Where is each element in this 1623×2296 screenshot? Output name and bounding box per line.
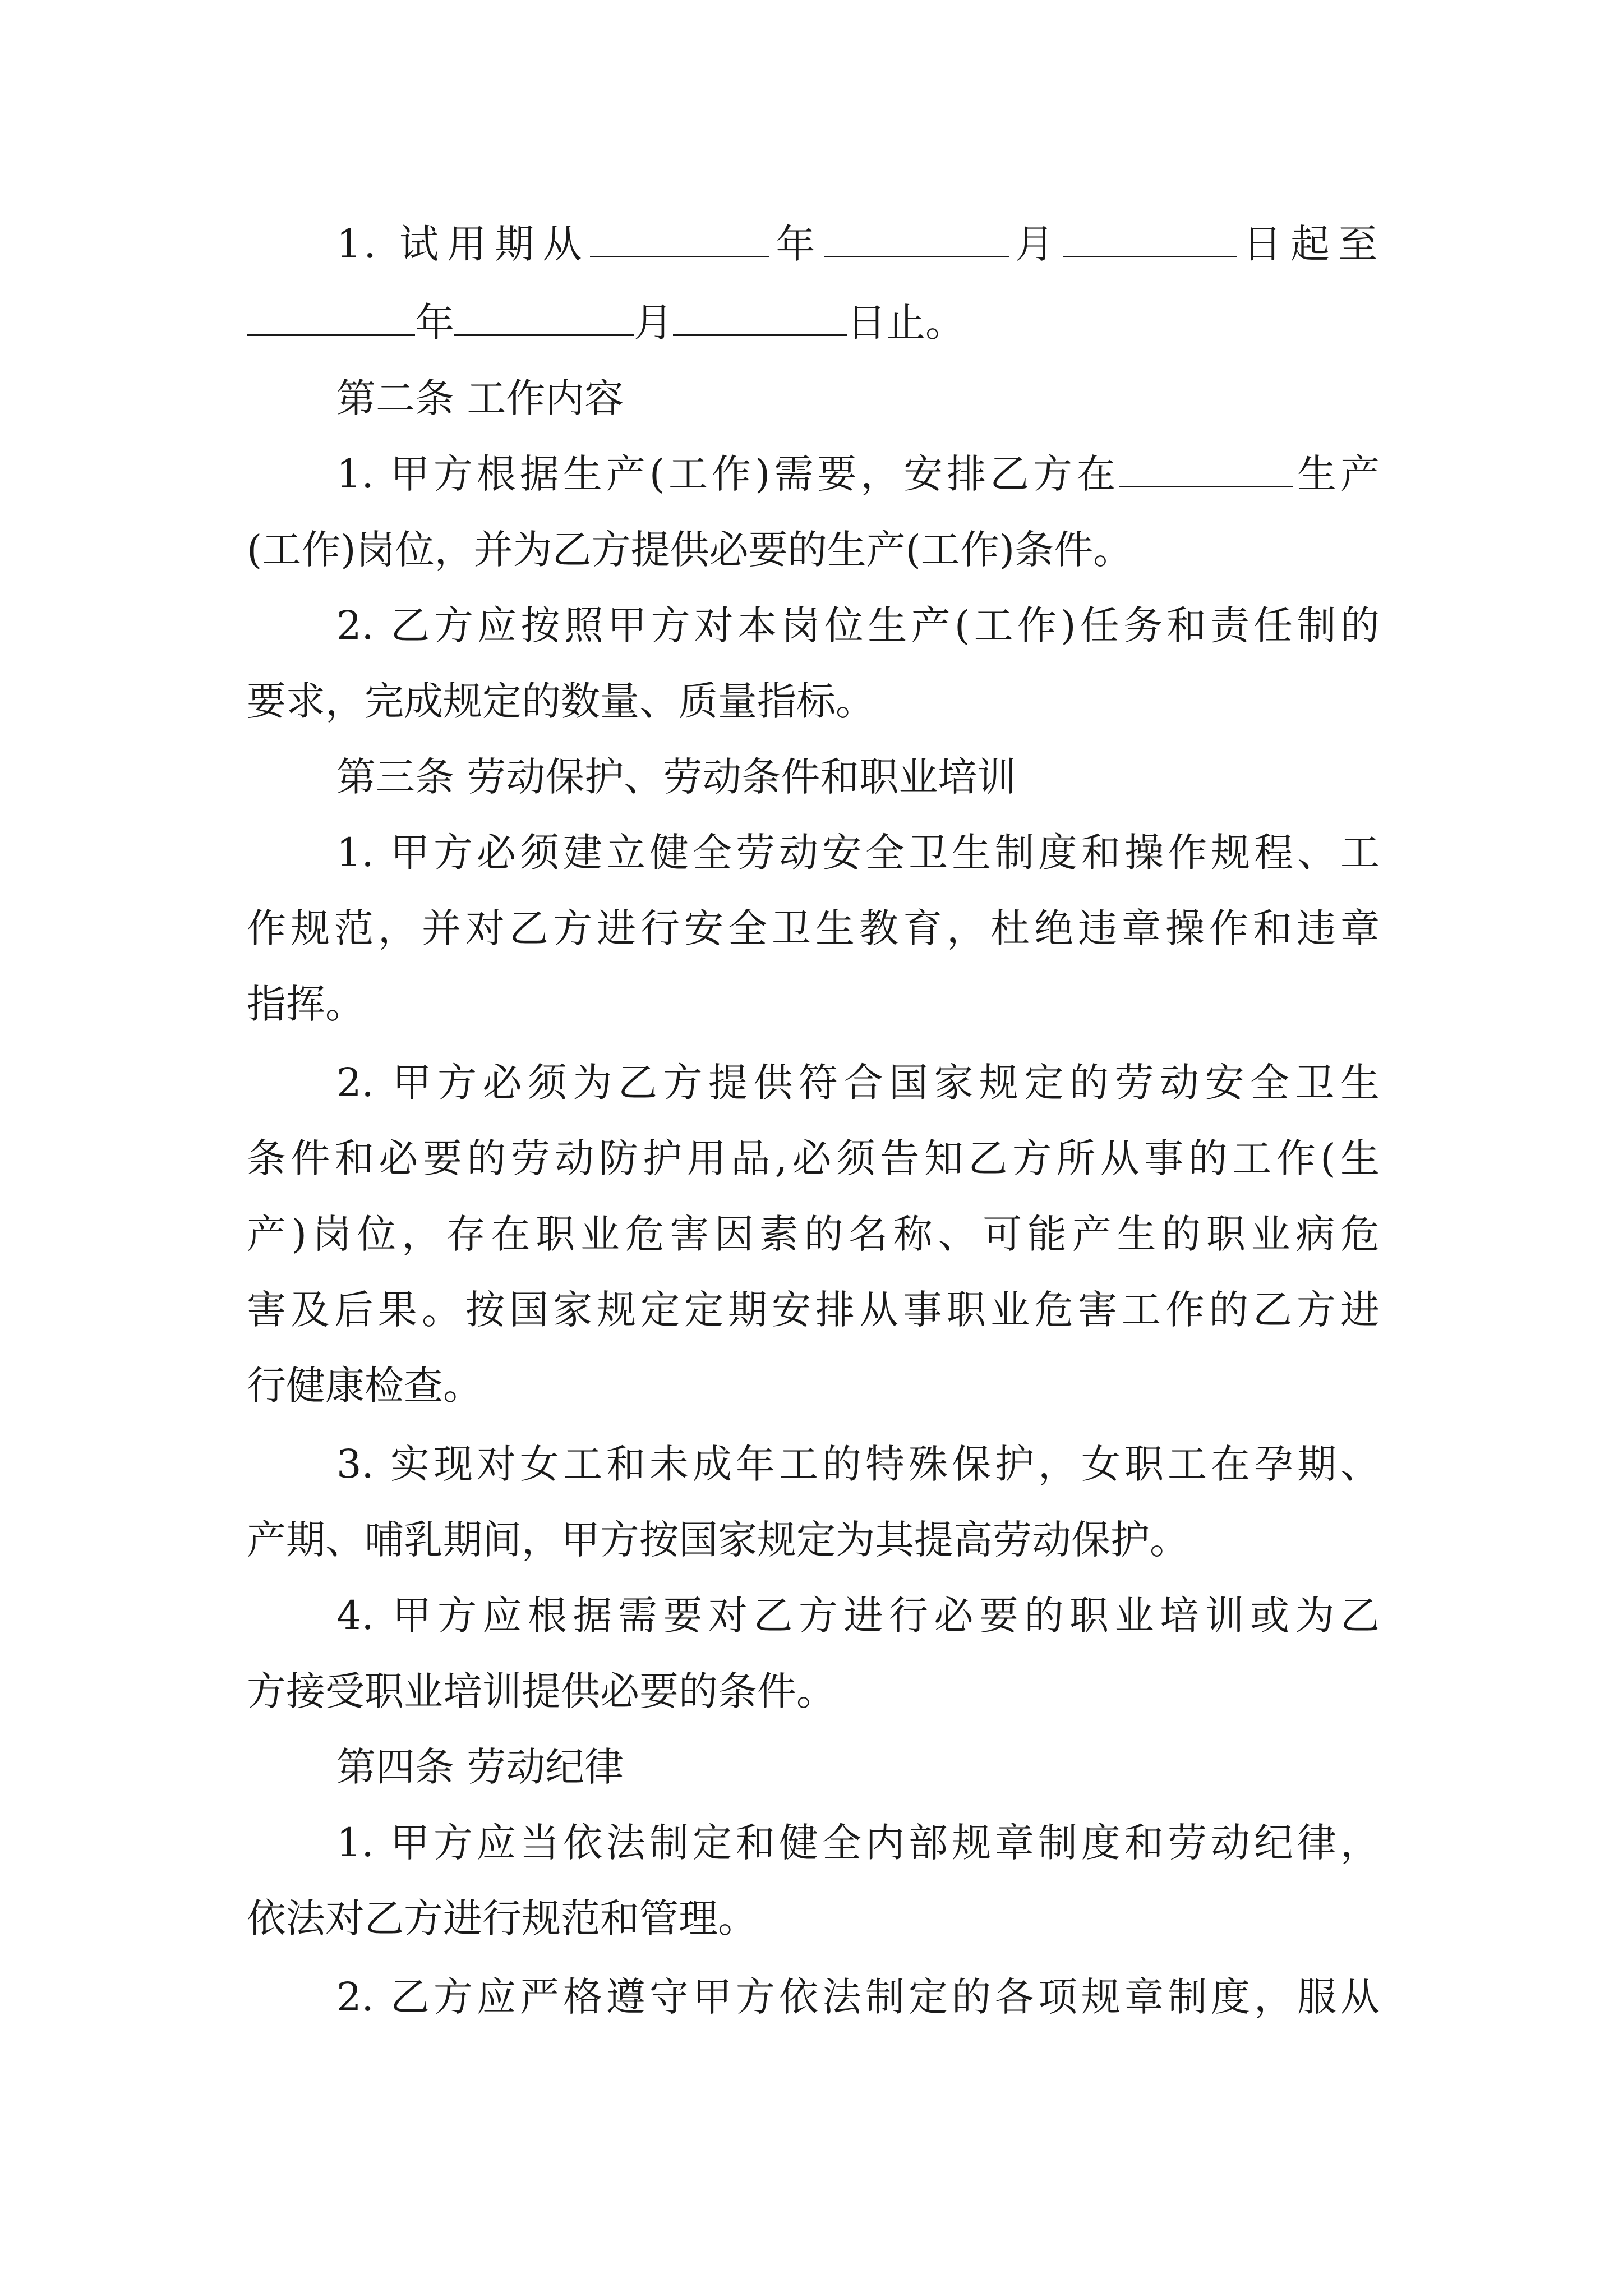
- article-2-heading: 第二条 工作内容: [336, 375, 624, 421]
- article-3-item-1-line-3: 指挥。: [247, 981, 365, 1027]
- article-2-item-1-line-2: (工作)岗位，并为乙方提供必要的生产(工作)条件。: [247, 527, 1133, 573]
- article-2-item-1-line-1: [336, 446, 1380, 502]
- article-3-heading: 第三条 劳动保护、劳动条件和职业培训: [336, 754, 1017, 800]
- position-blank[interactable]: [1119, 451, 1293, 487]
- article-3-item-2-line-4: 害及后果。按国家规定定期安排从事职业危害工作的乙方进: [247, 1287, 1380, 1333]
- article-4-item-1-line-1: 1. 甲方应当依法制定和健全内部规章制度和劳动纪律，: [336, 1820, 1380, 1866]
- article-2-item-1-suffix: 生产: [1293, 451, 1380, 497]
- article-4-item-2-line-1: 2. 乙方应严格遵守甲方依法制定的各项规章制度，服从: [336, 1974, 1380, 2020]
- article-4-item-1-line-2: 依法对乙方进行规范和管理。: [247, 1895, 757, 1941]
- month-label: 月: [1008, 221, 1063, 267]
- day-blank[interactable]: [1063, 221, 1237, 257]
- end-month-blank[interactable]: [454, 300, 634, 336]
- article-3-item-1-line-2: 作规范，并对乙方进行安全卫生教育，杜绝违章操作和违章: [247, 905, 1380, 951]
- day-label: 日起至: [1236, 221, 1380, 267]
- article-3-item-3-line-2: 产期、哺乳期间，甲方按国家规定为其提高劳动保护。: [247, 1517, 1189, 1563]
- article-3-item-4-line-1: 4. 甲方应根据需要对乙方进行必要的职业培训或为乙: [336, 1593, 1380, 1639]
- end-year-blank[interactable]: [247, 300, 415, 336]
- article-3-item-2-line-1: 2. 甲方必须为乙方提供符合国家规定的劳动安全卫生: [336, 1060, 1380, 1106]
- article-2-item-2-line-1: 2. 乙方应按照甲方对本岗位生产(工作)任务和责任制的: [336, 602, 1380, 648]
- article-3-item-2-line-5: 行健康检查。: [247, 1363, 482, 1409]
- article-3-item-2-line-2: 条件和必要的劳动防护用品,必须告知乙方所从事的工作(生: [247, 1135, 1380, 1181]
- end-day-blank[interactable]: [673, 300, 847, 336]
- article-3-item-3-line-1: 3. 实现对女工和未成年工的特殊保护，女职工在孕期、: [336, 1441, 1380, 1487]
- article-3-item-4-line-2: 方接受职业培训提供必要的条件。: [247, 1668, 836, 1714]
- end-month-label: 月: [634, 300, 673, 346]
- probation-line-1: [336, 216, 1380, 272]
- year-blank[interactable]: [590, 221, 769, 257]
- article-3-item-1-line-1: 1. 甲方必须建立健全劳动安全卫生制度和操作规程、工: [336, 830, 1380, 876]
- year-label: 年: [769, 221, 824, 267]
- end-year-label: 年: [415, 300, 454, 346]
- end-day-label: 日止。: [847, 300, 965, 346]
- probation-line-2: [247, 295, 965, 351]
- probation-prefix: 1. 试用期从: [336, 221, 591, 267]
- article-3-item-2-line-3: 产)岗位，存在职业危害因素的名称、可能产生的职业病危: [247, 1211, 1380, 1257]
- month-blank[interactable]: [824, 221, 1009, 257]
- article-2-item-2-line-2: 要求，完成规定的数量、质量指标。: [247, 678, 875, 724]
- article-2-item-1-prefix: 1. 甲方根据生产(工作)需要，安排乙方在: [336, 451, 1120, 497]
- article-4-heading: 第四条 劳动纪律: [336, 1744, 624, 1790]
